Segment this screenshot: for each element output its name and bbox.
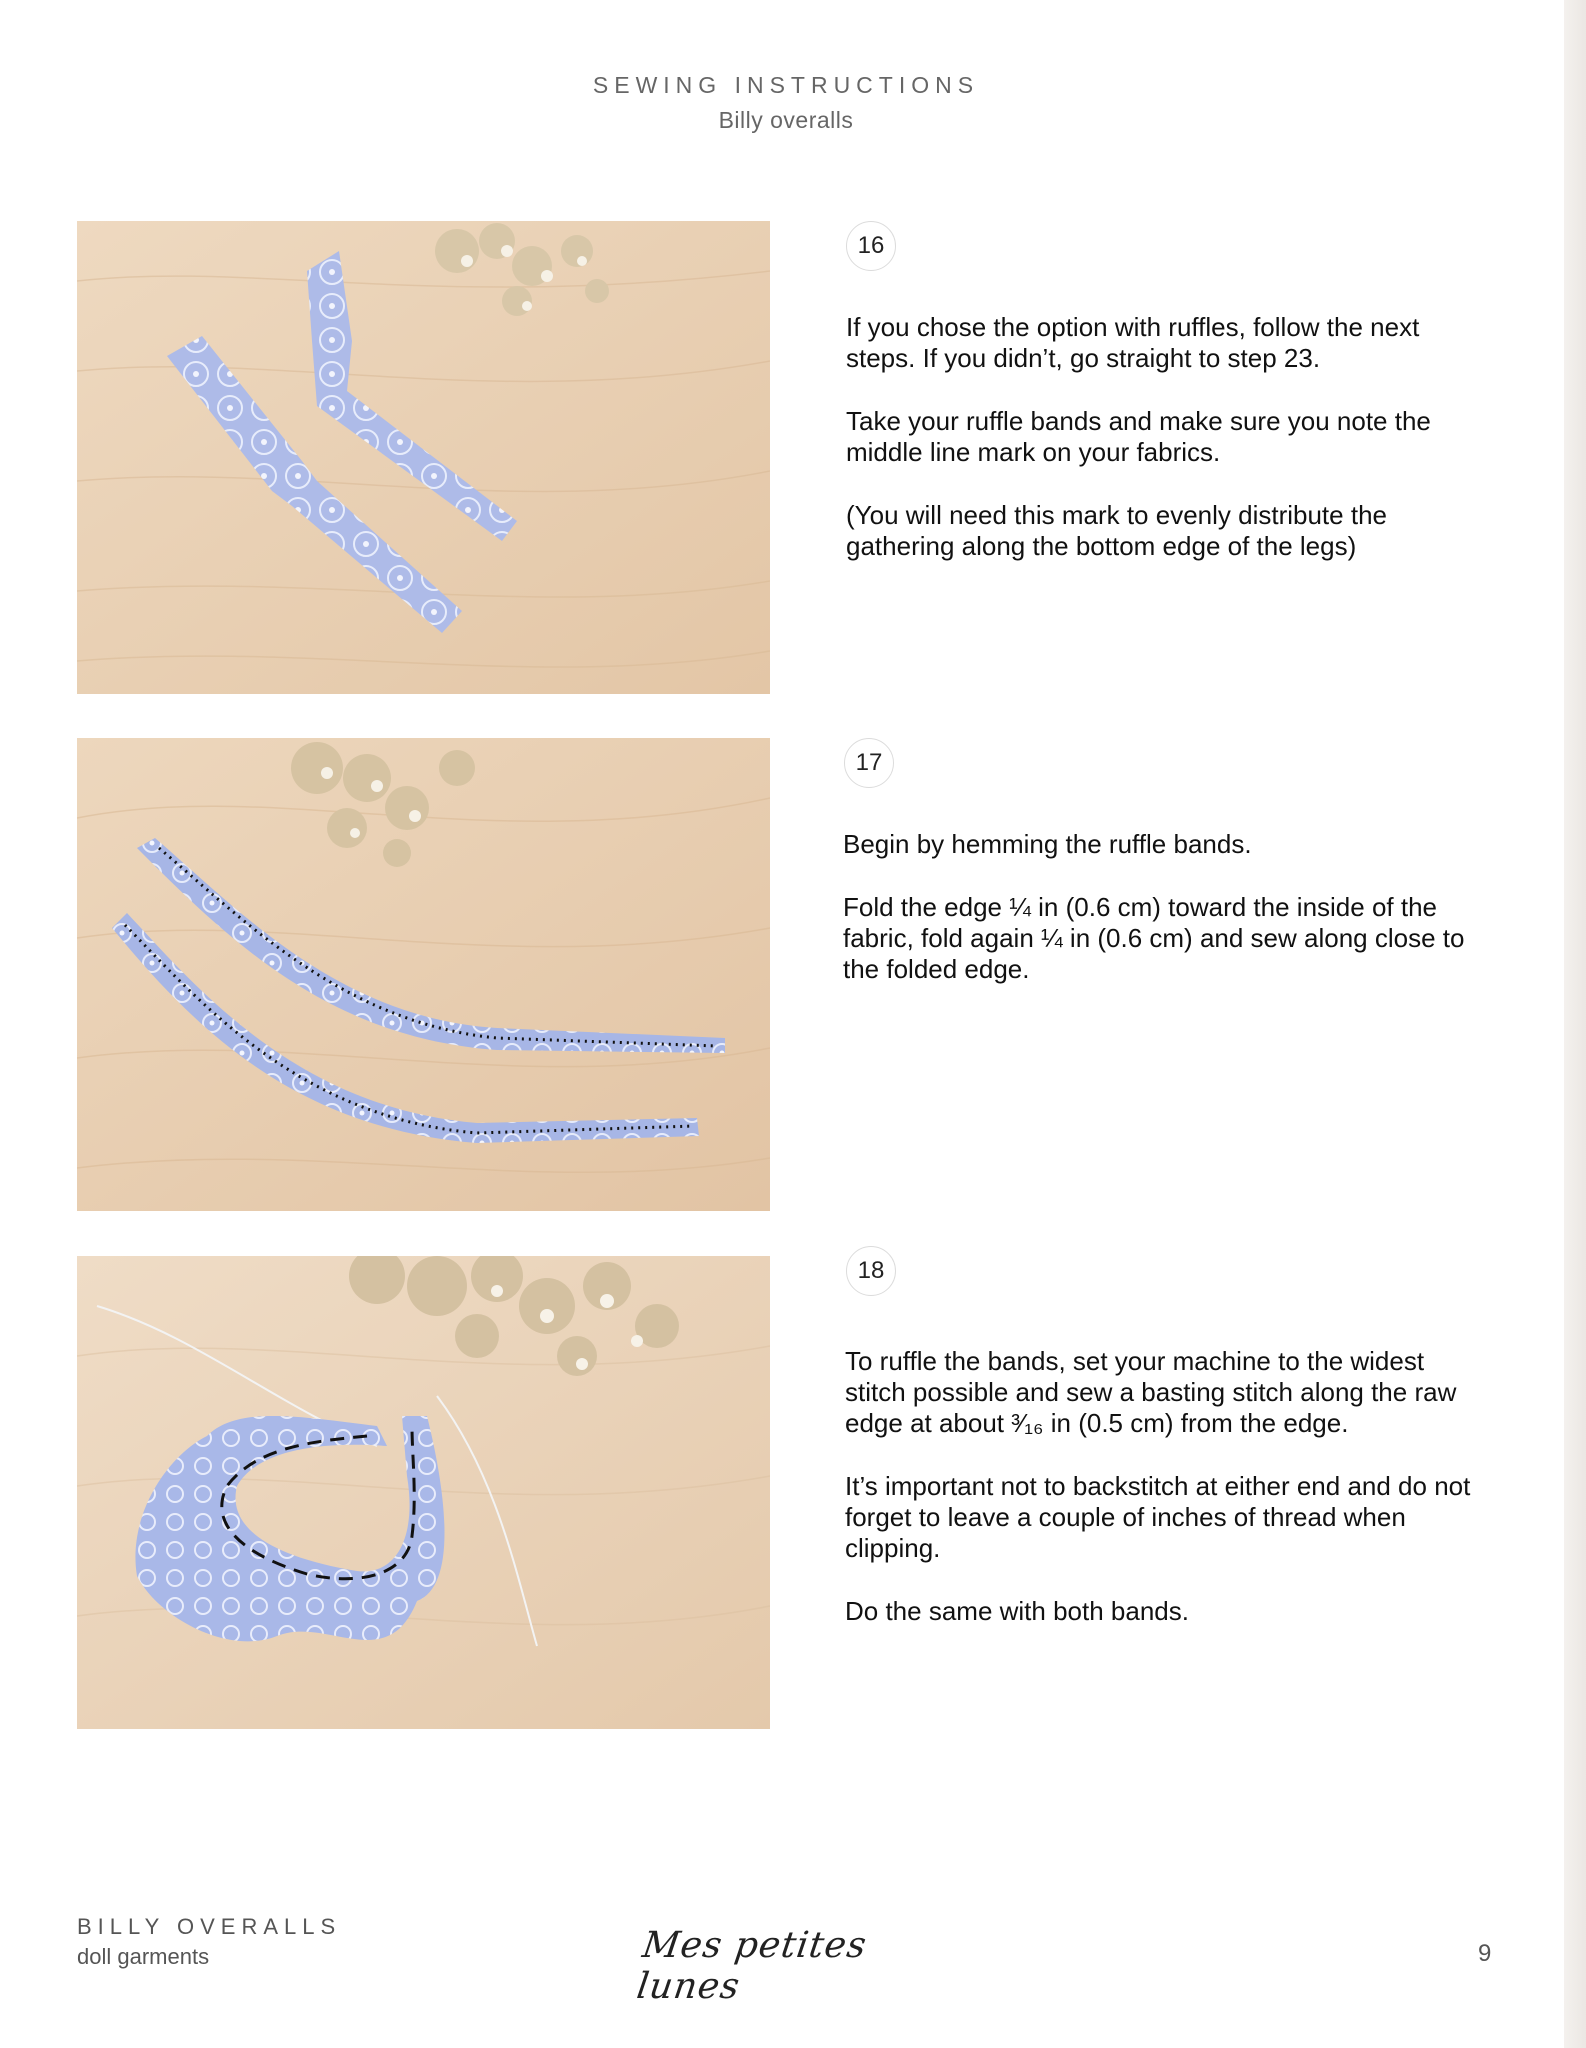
- step-18-paragraph-1: To ruffle the bands, set your machine to the widest stitch possible and sew a basting stitch along the raw edge at about ³⁄₁₆ in (0.5 cm) from the edge.: [845, 1346, 1457, 1438]
- step-number-17: 17: [844, 738, 894, 788]
- step-18-text: [845, 1346, 1485, 1659]
- step-18-paragraph-3: Do the same with both bands.: [845, 1596, 1189, 1626]
- header-subtitle: Billy overalls: [718, 107, 854, 133]
- page-edge-shadow: [1564, 0, 1586, 2048]
- step-16-text: [846, 312, 1486, 594]
- step-16-paragraph-3: (You will need this mark to evenly distribute the gathering along the bottom edge of the legs): [846, 500, 1387, 561]
- page-header: [0, 72, 1572, 134]
- step-number-16: 16: [846, 221, 896, 271]
- step-number-18: 18: [846, 1246, 896, 1296]
- header-title: SEWING INSTRUCTIONS: [592, 72, 980, 98]
- step-16-paragraph-1: If you chose the option with ruffles, follow the next steps. If you didn’t, go straight to step 23.: [846, 312, 1420, 373]
- step-17-photo: [77, 738, 770, 1211]
- page-number: 9: [1478, 1940, 1492, 1967]
- step-18-photo: [77, 1256, 770, 1729]
- footer-title: BILLY OVERALLS: [77, 1914, 342, 1939]
- step-16-paragraph-2: Take your ruffle bands and make sure you note the middle line mark on your fabrics.: [846, 406, 1431, 467]
- step-17-paragraph-2: Fold the edge ¼ in (0.6 cm) toward the inside of the fabric, fold again ¼ in (0.6 cm) and sew along close to the folded edge.: [843, 892, 1465, 984]
- step-17-text: [843, 829, 1483, 1017]
- step-17-paragraph-1: Begin by hemming the ruffle bands.: [843, 829, 1252, 859]
- brand-logo: Mes petites lunes: [634, 1925, 870, 2007]
- step-18-paragraph-2: It’s important not to backstitch at either end and do not forget to leave a couple of inches of thread when clipping.: [845, 1471, 1471, 1563]
- footer-branding: [77, 1914, 341, 1970]
- footer-subtitle: doll garments: [77, 1944, 210, 1969]
- step-16-photo: [77, 221, 770, 694]
